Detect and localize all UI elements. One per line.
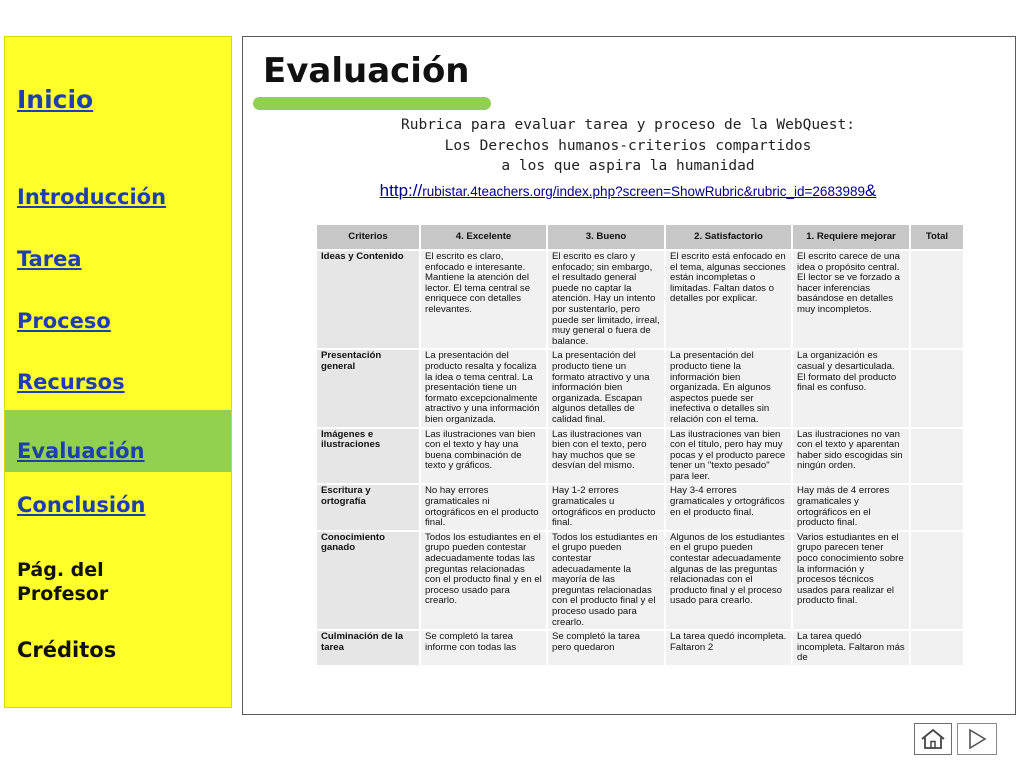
rubric-cell: La tarea quedó incompleta. Faltaron más de bbox=[792, 630, 910, 666]
rubric-cell: La presentación del producto tiene la información bien organizada. En algunos aspectos puede ser inefectiva o detalles sin relación con el tema. bbox=[665, 349, 792, 427]
header-total: Total bbox=[910, 224, 963, 250]
rubric-cell: La tarea quedó incompleta. Faltaron 2 bbox=[665, 630, 792, 666]
rubric-cell: Las ilustraciones van bien con el título, pero hay muy pocas y el producto parece tener un "texto pesado" para leer. bbox=[665, 428, 792, 485]
sidebar-nav bbox=[4, 36, 232, 708]
rubric-caption bbox=[273, 115, 983, 177]
criterion-cell: Presentación general bbox=[316, 349, 420, 427]
criterion-cell: Culminación de la tarea bbox=[316, 630, 420, 666]
nav-link-proceso[interactable]: Proceso bbox=[17, 309, 111, 333]
total-cell bbox=[910, 484, 963, 530]
rubric-cell: Algunos de los estudiantes en el grupo pueden contestar adecuadamente algunas de las preguntas relacionadas con el producto final y el proceso usado para crearlo. bbox=[665, 531, 792, 630]
criterion-cell: Conocimiento ganado bbox=[316, 531, 420, 630]
nav-link-evaluacion[interactable]: Evaluación bbox=[17, 439, 145, 463]
total-cell bbox=[910, 630, 963, 666]
criterion-cell: Imágenes e ilustraciones bbox=[316, 428, 420, 485]
rubric-cell: La presentación del producto resalta y focaliza la idea o tema central. La presentación tiene un formato excepcionalmente atractivo y una información bien organizada. bbox=[420, 349, 547, 427]
nav-link-tarea[interactable]: Tarea bbox=[17, 247, 82, 271]
table-row bbox=[316, 531, 963, 630]
rubric-cell: Hay 1-2 errores gramaticales u ortográficos en producto final. bbox=[547, 484, 665, 530]
nav-link-recursos[interactable]: Recursos bbox=[17, 370, 125, 394]
caption-line-2: Los Derechos humanos-criterios compartidos bbox=[444, 137, 812, 154]
rubric-cell: El escrito es claro y enfocado; sin embargo, el resultado general puede no captar la atención. Hay un intento por sustentarlo, pero puede ser limitado, irreal, muy general o fuera de balance. bbox=[547, 250, 665, 349]
nav-link-introduccion[interactable]: Introducción bbox=[17, 185, 167, 209]
creditos-label[interactable]: Créditos bbox=[17, 638, 117, 662]
pag-del-profesor-label[interactable] bbox=[17, 558, 108, 606]
nav-link-inicio[interactable]: Inicio bbox=[17, 85, 94, 114]
home-button[interactable] bbox=[914, 723, 952, 755]
criterion-cell: Escritura y ortografía bbox=[316, 484, 420, 530]
rubric-url-amp: & bbox=[864, 181, 877, 200]
table-row bbox=[316, 630, 963, 666]
header-excelente: 4. Excelente bbox=[420, 224, 547, 250]
table-row bbox=[316, 428, 963, 485]
rubric-cell: No hay errores gramaticales ni ortográficos en el producto final. bbox=[420, 484, 547, 530]
table-row bbox=[316, 349, 963, 427]
caption-line-3: a los que aspira la humanidad bbox=[501, 158, 755, 174]
nav-link-conclusion[interactable]: Conclusión bbox=[17, 493, 146, 517]
title-underline-bar bbox=[253, 97, 491, 110]
caption-line-1: Rubrica para evaluar tarea y proceso de la WebQuest: bbox=[401, 117, 855, 133]
rubric-cell: Varios estudiantes en el grupo parecen tener poco conocimiento sobre la información y procesos técnicos usados para realizar el producto final. bbox=[792, 531, 910, 630]
total-cell bbox=[910, 428, 963, 485]
content-panel bbox=[242, 36, 1016, 715]
rubric-cell: El escrito está enfocado en el tema, algunas secciones están incompletas o limitadas. Faltan datos o detalles por explicar. bbox=[665, 250, 792, 349]
pag-del-profesor-line2: Profesor bbox=[17, 583, 109, 605]
rubric-url-body: rubistar.4teachers.org/index.php?screen=ShowRubric&rubric_id=2683989 bbox=[422, 184, 865, 199]
total-cell bbox=[910, 349, 963, 427]
rubric-header-row bbox=[316, 224, 963, 250]
header-requiere-mejorar: 1. Requiere mejorar bbox=[792, 224, 910, 250]
rubric-cell: Las ilustraciones van bien con el texto, pero hay muchos que se desvían del mismo. bbox=[547, 428, 665, 485]
table-row bbox=[316, 484, 963, 530]
home-icon bbox=[920, 727, 946, 751]
header-bueno: 3. Bueno bbox=[547, 224, 665, 250]
pag-del-profesor-line1: Pág. del bbox=[17, 559, 104, 581]
rubric-cell: Hay más de 4 errores gramaticales y ortográficos en el producto final. bbox=[792, 484, 910, 530]
rubric-table bbox=[315, 223, 963, 667]
rubric-cell: El escrito es claro, enfocado e interesante. Mantiene la atención del lector. El tema central se enriquece con detalles relevantes. bbox=[420, 250, 547, 349]
criterion-cell: Ideas y Contenido bbox=[316, 250, 420, 349]
rubric-cell: La organización es casual y desarticulada. El formato del producto final es confuso. bbox=[792, 349, 910, 427]
rubric-cell: Todos los estudiantes en el grupo pueden contestar adecuadamente todas las preguntas relacionadas con el producto final y en el proceso usado para crearlo. bbox=[420, 531, 547, 630]
rubric-cell: Se completó la tarea pero quedaron bbox=[547, 630, 665, 666]
rubric-cell: Las ilustraciones no van con el texto y aparentan haber sido escogidas sin ningún orden. bbox=[792, 428, 910, 485]
header-satisfactorio: 2. Satisfactorio bbox=[665, 224, 792, 250]
total-cell bbox=[910, 250, 963, 349]
rubric-cell: El escrito carece de una idea o propósito central. El lector se ve forzado a hacer inferencias basándose en detalles muy incompletos. bbox=[792, 250, 910, 349]
rubric-cell: Todos los estudiantes en el grupo pueden contestar adecuadamente la mayoría de las preguntas relacionadas con el producto final y el proceso usado para crearlo. bbox=[547, 531, 665, 630]
total-cell bbox=[910, 531, 963, 630]
table-row bbox=[316, 250, 963, 349]
rubric-cell: La presentación del producto tiene un formato atractivo y una información bien organizada. Escapan algunos detalles de calidad final. bbox=[547, 349, 665, 427]
rubric-table-image bbox=[315, 223, 963, 703]
header-criterios: Criterios bbox=[316, 224, 420, 250]
blank-slide-button[interactable] bbox=[957, 723, 997, 755]
next-triangle-icon bbox=[967, 728, 987, 750]
rubric-url-link[interactable] bbox=[273, 181, 983, 201]
rubric-url-prefix: http:// bbox=[379, 181, 423, 200]
page-title: Evaluación bbox=[263, 51, 470, 91]
rubric-cell: Hay 3-4 errores gramaticales y ortográficos en el producto final. bbox=[665, 484, 792, 530]
rubric-cell: Las ilustraciones van bien con el texto y hay una buena combinación de texto y gráficos. bbox=[420, 428, 547, 485]
rubric-cell: Se completó la tarea informe con todas las bbox=[420, 630, 547, 666]
